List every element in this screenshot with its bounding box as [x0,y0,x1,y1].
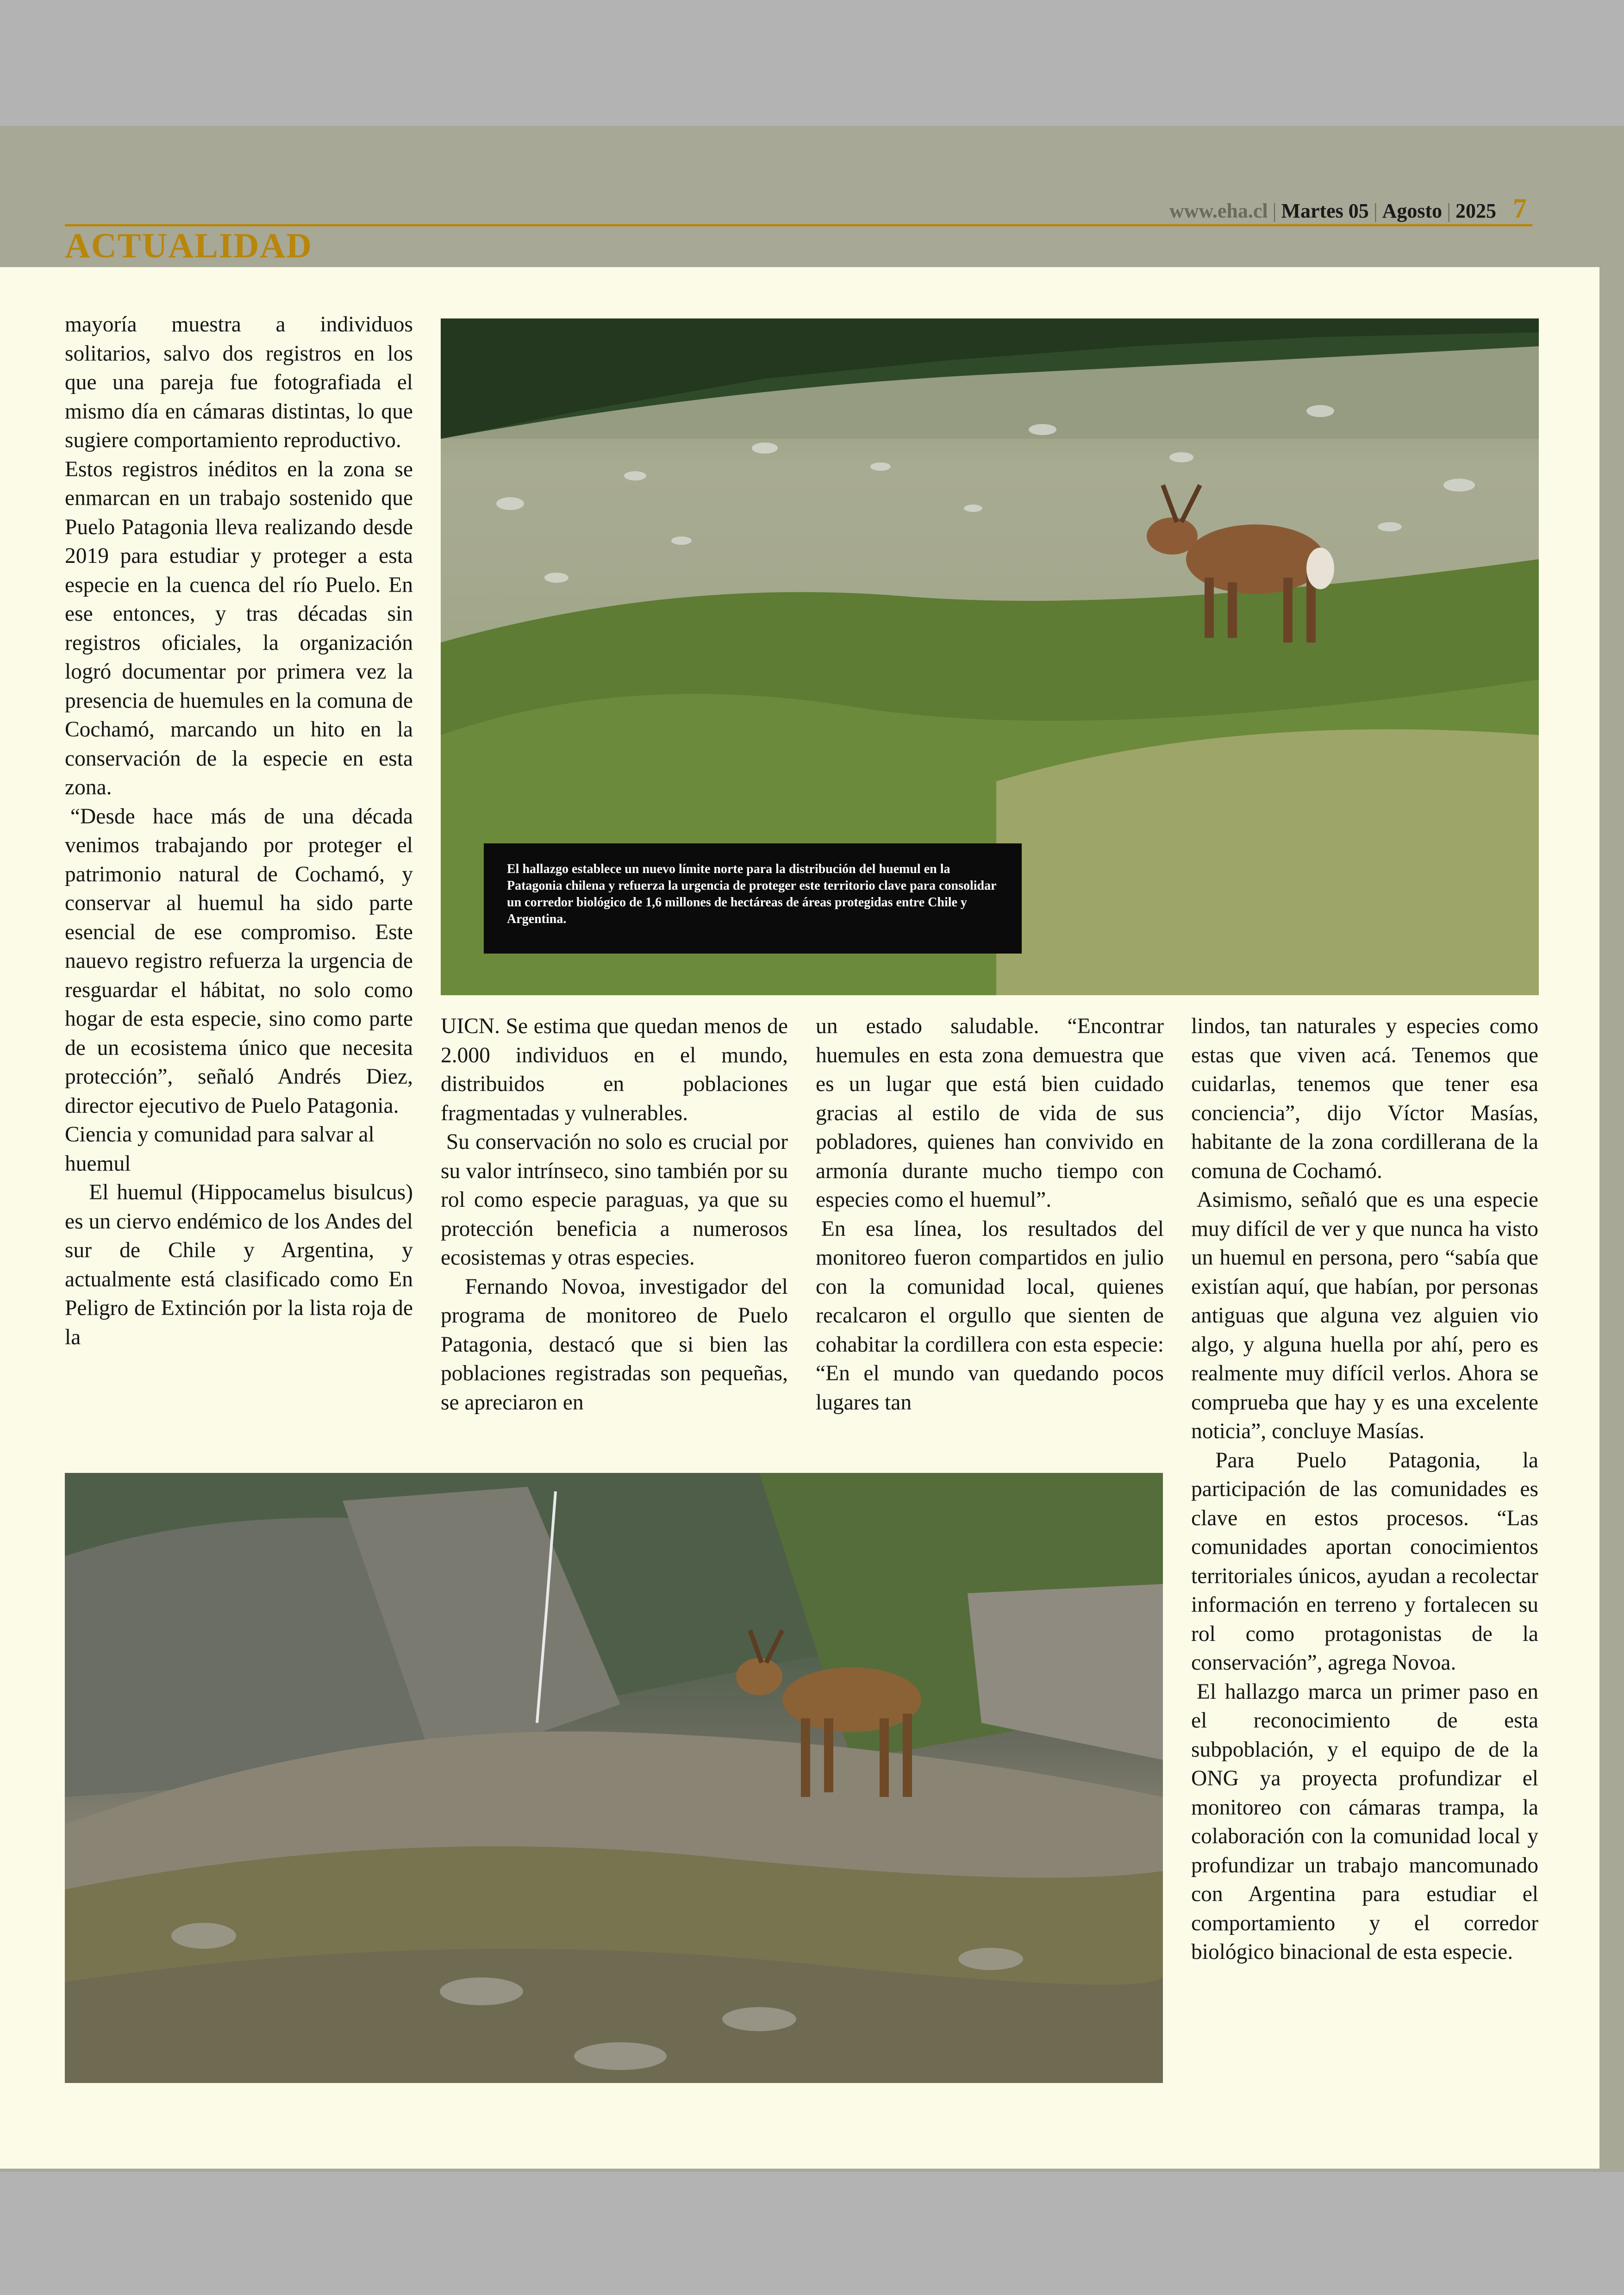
issue-year: 2025 [1455,200,1496,222]
paragraph: “Desde hace más de una década venimos trabajando por proteger el patrimonio natural de Cochamó, y conservar al huemul ha sido parte esencial de ese compromiso. Este nauevo registro refuerza la urgencia de resguardar el hábitat, no solo como hogar de esta especie, sino como parte de un ecosistema único que necesita protección”, señaló Andrés Diez, director ejecutivo de Puelo Patagonia. [65,804,413,1118]
issue-day: Martes 05 [1281,200,1369,222]
paragraph: Su conservación no solo es crucial por su valor intrínseco, sino también por su rol como especie paraguas, ya que su protección beneficia a numerosos ecosistemas y otras especies. [441,1130,788,1270]
paragraph: UICN. Se estima que quedan menos de 2.000 individuos en el mundo, distribuidos en poblaciones fragmentadas y vulnerables. [441,1014,788,1125]
masthead [1169,193,1527,225]
issue-month: Agosto [1382,200,1443,222]
separator: | [1447,200,1451,222]
separator: | [1272,200,1277,222]
separator: | [1373,200,1378,222]
photo-caption: El hallazgo establece un nuevo límite norte para la distribución del huemul en la Patagonia chilena y refuerza la urgencia de proteger este territorio clave para consolidar un corredor biológico de 1,6 millones de hectáreas de áreas protegidas entre Chile y Argentina. [484,843,1022,954]
paragraph: El huemul (Hippocamelus bisulcus) es un ciervo endémico de los Andes del sur de Chile y Argentina, y actualmente está clasificado como En Peligro de Extinción por la lista roja de la [65,1180,413,1349]
subheading: Ciencia y comunidad para salvar al huemul [65,1123,375,1176]
paragraph: Fernando Novoa, investigador del programa de monitoreo de Puelo Patagonia, destacó que si bien las poblaciones registradas son pequeñas, se apreciaron en [441,1274,788,1415]
article-column-4 [1191,1012,1538,1967]
article-column-3 [816,1012,1164,1417]
paragraph: El hallazgo marca un primer paso en el reconocimiento de esta subpoblación, y el equipo de de la ONG ya proyecta profundizar el monitoreo con cámaras trampa, la colaboración con la comunidad local y profundizar un trabajo mancomunado con Argentina para estudiar el comportamiento y el corredor biológico binacional de esta especie. [1191,1679,1538,1964]
photo-scene [65,1473,1163,2083]
article-column-1 [65,310,413,1352]
section-title: ACTUALIDAD [65,226,313,265]
paragraph: un estado saludable. “Encontrar huemules en esta zona demuestra que es un lugar que está bien cuidado gracias al estilo de vida de sus pobladores, quienes han convivido en armonía durante mucho tiempo con especies como el huemul”. [816,1014,1164,1212]
paragraph: Estos registros inéditos en la zona se enmarcan en un trabajo sostenido que Puelo Patagonia lleva realizando desde 2019 para estudiar y proteger a esta especie en la cuenca del río Puelo. En ese entonces, y tras décadas sin registros oficiales, la organización logró documentar por primera vez la presencia de huemules en la comuna de Cochamó, marcando un hito en la conservación de la especie en esta zona. [65,457,413,799]
article-column-2 [441,1012,788,1417]
paragraph: Asimismo, señaló que es una especie muy difícil de ver y que nunca ha visto un huemul en persona, pero “sabía que existían aquí, que habían, por personas antiguas que alguna vez alguien vio algo, y alguna huella por ahí, pero es realmente muy difícil verlos. Ahora se comprueba que hay y es una excelente noticia”, concluye Masías. [1191,1188,1538,1443]
site-url[interactable]: www.eha.cl [1169,200,1268,222]
paragraph: lindos, tan naturales y especies como estas que viven acá. Tenemos que cuidarlas, tenemos que tener esa conciencia”, dijo Víctor Masías, habitante de la zona cordillerana de la comuna de Cochamó. [1191,1014,1538,1183]
paragraph: En esa línea, los resultados del monitoreo fueron compartidos en julio con la comunidad local, quienes recalcaron el orgullo que sienten de cohabitar la cordillera con esta especie: “En el mundo van quedando pocos lugares tan [816,1216,1164,1415]
paragraph: Para Puelo Patagonia, la participación de las comunidades es clave en estos procesos. “Las comunidades aportan conocimientos territoriales únicos, ayudan a recolectar información en terreno y fortalecen su rol como protagonistas de la conservación”, agrega Novoa. [1191,1448,1538,1675]
paragraph: mayoría muestra a individuos solitarios, salvo dos registros en los que una pareja fue fotografiada el mismo día en cámaras distintas, lo que sugiere comportamiento reproductivo. [65,312,413,452]
huemul-photo-rocky [65,1473,1163,2083]
page-number: 7 [1513,193,1527,224]
